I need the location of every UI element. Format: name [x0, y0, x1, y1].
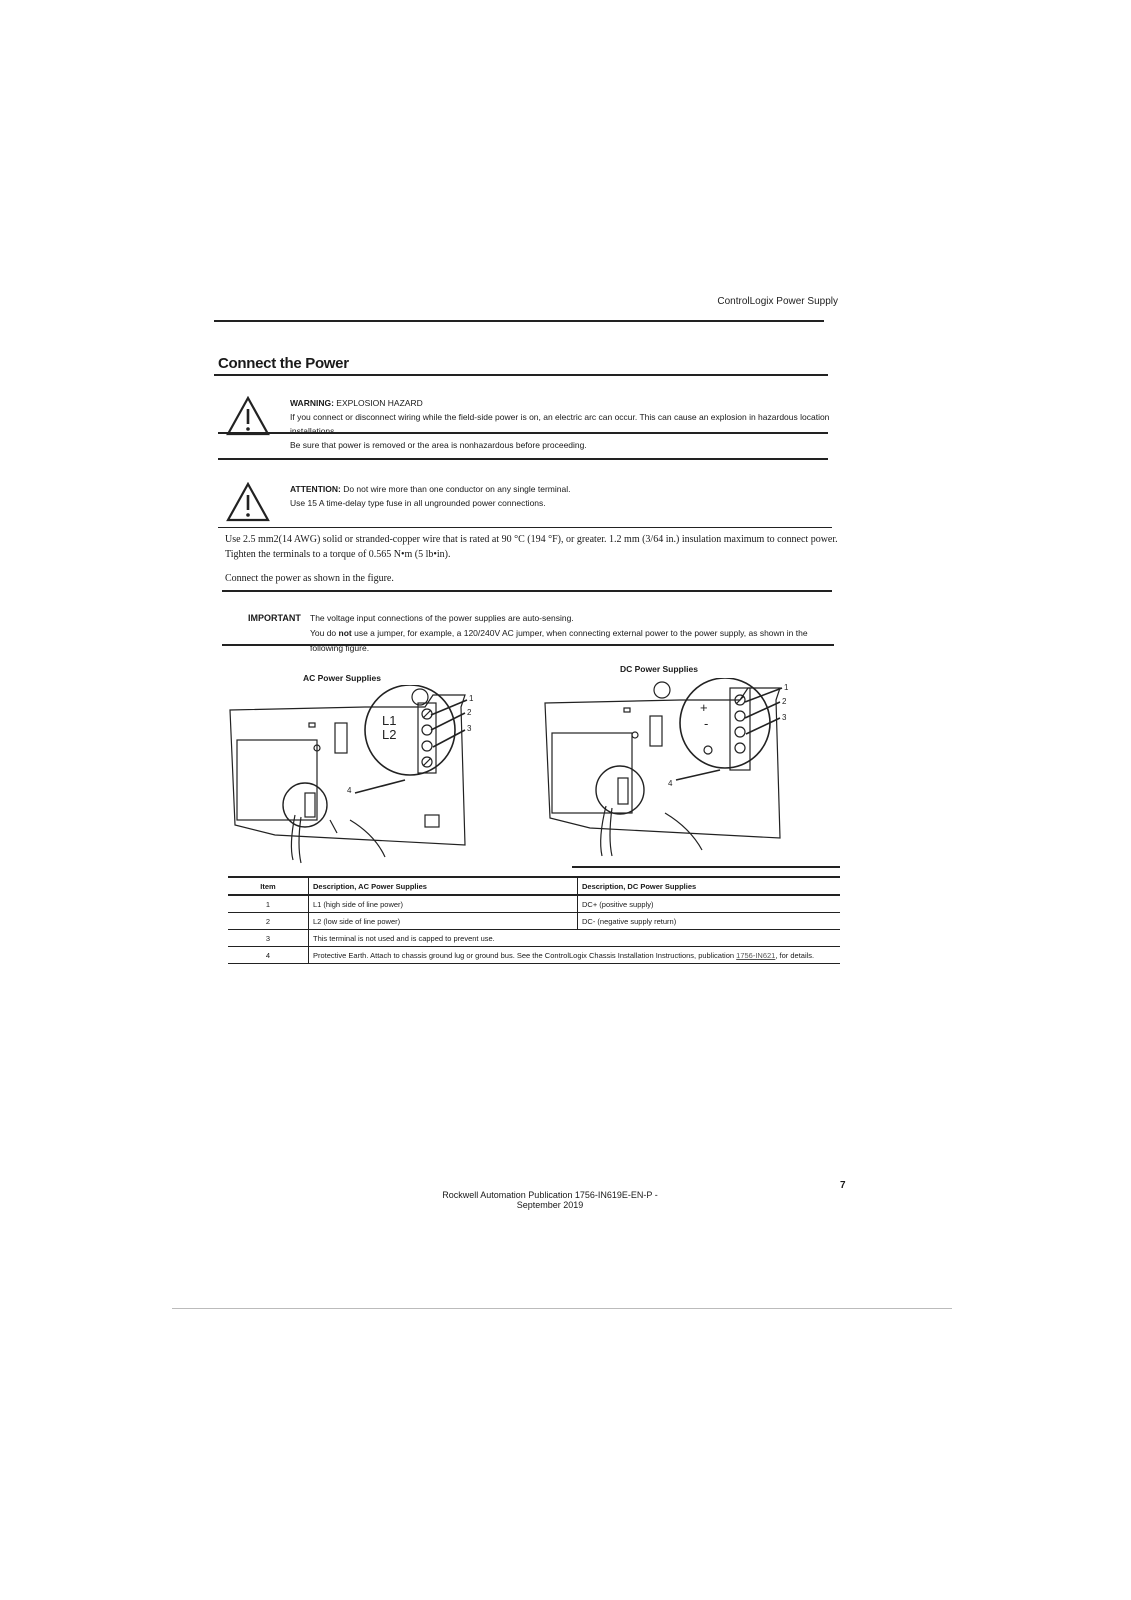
ac-terminal-l2: L2: [382, 727, 397, 742]
table-cell-text: Protective Earth. Attach to chassis ground lug or ground bus. See the ControlLogix Chassis Installation Instructions, publication: [313, 950, 737, 960]
body-paragraph-2: Connect the power as shown in the figure.: [225, 573, 394, 584]
table-cell-item: 4: [228, 947, 309, 964]
ac-callout-3: 3: [467, 724, 472, 733]
attention-rule: [218, 527, 832, 528]
table-header-dc: Description, DC Power Supplies: [578, 877, 841, 895]
body-paragraph-1: Use 2.5 mm2(14 AWG) solid or stranded-copper wire that is rated at 90 °C (194 °F), or greater. 1.2 mm (3/64 in.) insulation maximum to connect power. Tighten the terminals to a torque of 0.565 N•m (5 lb•in).: [225, 534, 838, 560]
table-cell-dc: DC- (negative supply return): [578, 913, 841, 930]
attention-top-rule: [218, 458, 828, 460]
dc-callout-1: 1: [784, 683, 789, 692]
warning-text: [290, 396, 840, 452]
table-dc-top-rule: [572, 866, 840, 868]
dc-callout-2: 2: [782, 697, 787, 706]
important-emphasis: not: [338, 628, 352, 638]
dc-power-supply-diagram: [540, 678, 820, 858]
table-cell-ac: [309, 947, 841, 964]
attention-line2: Use 15 A time-delay type fuse in all ungrounded power connections.: [290, 498, 546, 508]
dc-figure-title: DC Power Supplies: [620, 664, 698, 674]
table-cell-item: 3: [228, 930, 309, 947]
ac-terminal-l1: L1: [382, 713, 397, 728]
section-rule: [214, 374, 828, 376]
publication-link[interactable]: 1756-IN621: [736, 950, 776, 960]
table-header-item: Item: [228, 877, 309, 895]
publication-footer: Rockwell Automation Publication 1756-IN619E-EN-P - September 2019: [442, 1190, 658, 1210]
table-cell-dc: DC+ (positive supply): [578, 895, 841, 913]
important-rule: [222, 644, 834, 646]
dc-callout-4: 4: [668, 779, 673, 788]
table-cell-item: 2: [228, 913, 309, 930]
wiring-description-table: [228, 876, 840, 964]
important-line2-c: use a jumper, for example, a 120/240V AC jumper, when connecting external power to the power supply, as shown in the following figure.: [310, 628, 808, 653]
table-row: [228, 913, 840, 930]
warning-triangle-icon: [226, 396, 270, 436]
warning-title: EXPLOSION HAZARD: [333, 398, 423, 408]
table-cell-item: 1: [228, 895, 309, 913]
table-header-ac: Description, AC Power Supplies: [309, 877, 578, 895]
important-label: IMPORTANT: [248, 613, 301, 623]
table-row: [228, 895, 840, 913]
ac-power-supply-diagram: [225, 685, 505, 865]
warning-label: WARNING:: [290, 398, 334, 408]
scan-edge-line: [172, 1308, 952, 1309]
table-cell-ac: This terminal is not used and is capped to prevent use.: [309, 930, 841, 947]
important-line2-a: You do: [310, 628, 339, 638]
page-number: 7: [840, 1180, 846, 1191]
attention-text: [290, 482, 840, 510]
dc-terminal-minus: -: [704, 716, 709, 731]
ac-callout-2: 2: [467, 708, 472, 717]
important-line1: The voltage input connections of the power supplies are auto-sensing.: [310, 613, 574, 623]
table-header-row: [228, 877, 840, 895]
attention-label: ATTENTION:: [290, 484, 341, 494]
ac-figure-title: AC Power Supplies: [303, 673, 381, 683]
table-cell-ac: L1 (high side of line power): [309, 895, 578, 913]
table-cell-ac: L2 (low side of line power): [309, 913, 578, 930]
running-header: ControlLogix Power Supply: [717, 296, 838, 307]
warning-line1: If you connect or disconnect wiring while the field-side power is on, an electric arc can occur. This can cause an explosion in hazardous location installations.: [290, 412, 830, 436]
warning-triangle-icon: [226, 482, 270, 522]
dc-callout-3: 3: [782, 713, 787, 722]
table-cell-text: , for details.: [775, 950, 815, 960]
ac-callout-1: 1: [469, 694, 474, 703]
warning-rule: [218, 432, 828, 434]
section-title: Connect the Power: [218, 355, 349, 372]
ac-callout-4: 4: [347, 786, 352, 795]
header-rule: [214, 320, 824, 322]
table-row: [228, 930, 840, 947]
attention-line1: Do not wire more than one conductor on any single terminal.: [340, 484, 571, 494]
warning-line2: Be sure that power is removed or the area is nonhazardous before proceeding.: [290, 440, 587, 450]
dc-terminal-plus: +: [700, 700, 708, 715]
important-top-rule: [222, 590, 832, 592]
table-row: [228, 947, 840, 964]
important-text: [310, 611, 840, 656]
